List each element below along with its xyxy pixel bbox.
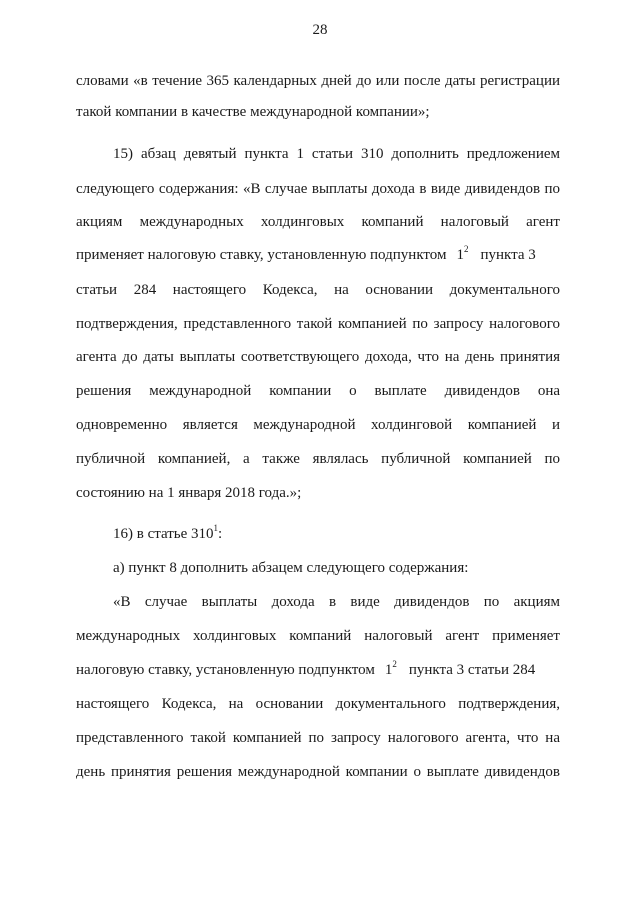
text-line: а) пункт 8 дополнить абзацем следующего содержания: (113, 560, 469, 576)
superscript: 2 (392, 659, 397, 669)
text-line: день принятия решения международной компании о выплате дивидендов (76, 764, 560, 780)
text-line (76, 244, 560, 266)
text-line: одновременно является международной холдинговой компанией и (76, 417, 560, 433)
text-fragment: налоговую ставку, установленную подпунктом (76, 662, 375, 678)
text-line: 15) абзац девятый пункта 1 статьи 310 дополнить предложением (113, 146, 560, 162)
text-line: «В случае выплаты дохода в виде дивидендов по акциям (113, 594, 560, 610)
superscript: 1 (213, 523, 219, 533)
text-line: международных холдинговых компаний налоговый агент применяет (76, 628, 560, 644)
text-fragment: : (218, 526, 223, 542)
text-line: акциям международных холдинговых компаний налоговый агент (76, 214, 560, 230)
text-line: состоянию на 1 января 2018 года.»; (76, 485, 302, 501)
text-line: статьи 284 настоящего Кодекса, на основании документального (76, 282, 560, 298)
superscript: 2 (463, 244, 469, 254)
page-number: 28 (312, 22, 328, 38)
text-line: такой компании в качестве международной компании»; (76, 104, 430, 120)
text-line: словами «в течение 365 календарных дней до или после даты регистрации (76, 73, 560, 89)
text-line: настоящего Кодекса, на основании документального подтверждения, (76, 696, 560, 712)
text-fragment: 1 (384, 662, 393, 678)
text-fragment: применяет налоговую ставку, установленную подпунктом (76, 247, 447, 263)
text-line: подтверждения, представленного такой компанией по запросу налогового (76, 316, 560, 332)
text-line (113, 523, 560, 545)
text-fragment: пункта 3 (480, 247, 536, 263)
text-line: представленного такой компанией по запросу налогового агента, что на (76, 730, 560, 746)
text-line (76, 659, 560, 681)
text-fragment: пункта 3 статьи 284 (408, 662, 536, 678)
text-line: агента до даты выплаты соответствующего дохода, что на день принятия (76, 349, 560, 365)
text-line: решения международной компании о выплате дивидендов она (76, 383, 560, 399)
text-line: следующего содержания: «В случае выплаты дохода в виде дивидендов по (76, 181, 560, 197)
text-fragment: 16) в статье 310 (113, 526, 214, 542)
text-line: публичной компанией, а также являлась публичной компанией по (76, 451, 560, 467)
text-fragment: 1 (456, 247, 464, 263)
